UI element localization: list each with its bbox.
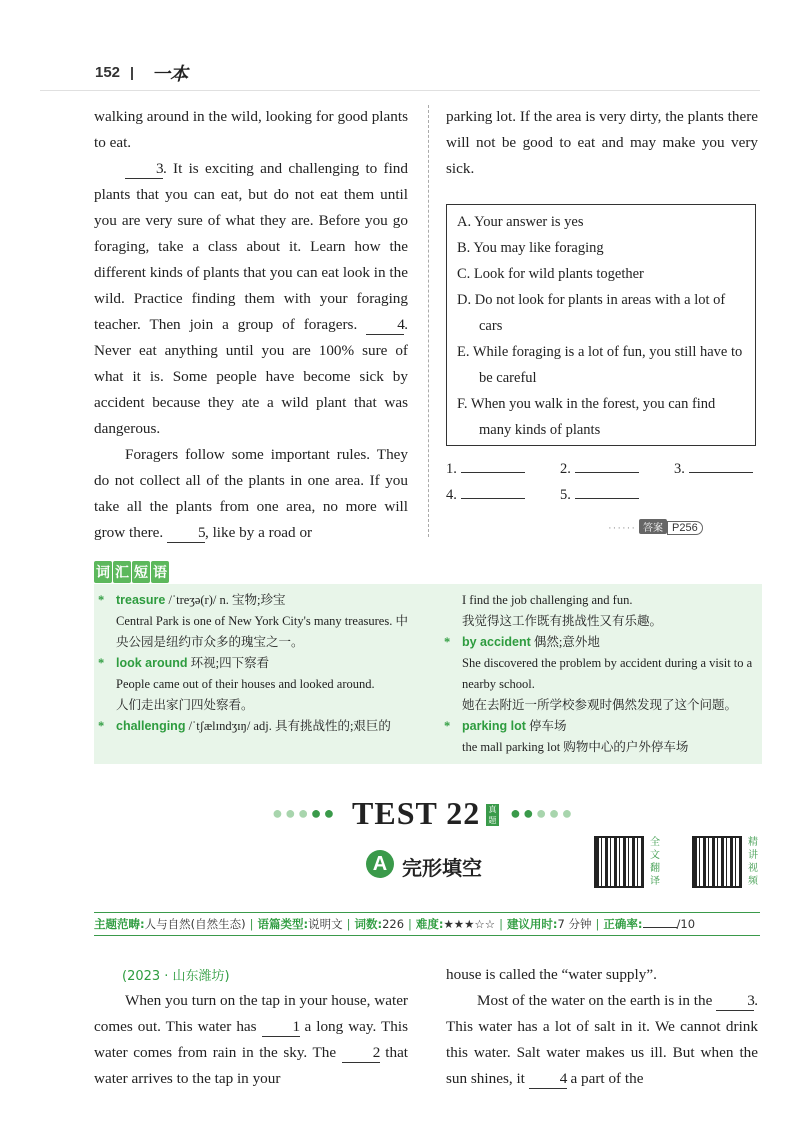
paragraph-text: Most of the water on the earth is in the [477, 992, 713, 1009]
answer-field-4[interactable] [461, 484, 525, 499]
info-key: 难度: [415, 917, 444, 931]
vocab-title-char: 语 [151, 561, 169, 583]
paragraph-text: , like by a road or [204, 524, 313, 541]
answer-label: 5. [560, 487, 571, 503]
accuracy-field[interactable] [643, 916, 677, 928]
vocab-example: the mall parking lot 购物中心的户外停车场 [462, 740, 689, 754]
paragraph: parking lot. If the area is very dirty, the plants there will not be good to eat and may make you very sick. [446, 108, 758, 177]
vocab-term: by accident [462, 635, 531, 649]
vocab-title [94, 561, 170, 583]
paragraph-text: . This water has a lot of salt in it. We cannot drink this water. Salt water makes us ill. But when the sun shines, it [446, 992, 758, 1087]
info-value: ★★★☆☆ [443, 917, 496, 931]
vocab-example: 她在去附近一所学校参观时偶然发现了这个问题。 [462, 698, 738, 712]
answer-row [560, 484, 639, 504]
column-divider [428, 105, 429, 537]
vocab-term: challenging [116, 719, 186, 733]
paragraph-text: that water arrives to the tap in your [94, 1044, 409, 1087]
passage2-right [446, 962, 758, 1092]
blank-2[interactable]: 2 [342, 1044, 380, 1063]
info-value: 7 分钟 [557, 917, 592, 931]
vocab-right: I find the job challenging and fun. 我觉得这工作既有挑战性又有乐趣。 * by accident 偶然;意外地 She discovered the problem by accident during a visit to a nearby school. 她在去附近一所学校参观时偶然发现了这个问题。 * parking lot 停车场 the mall parking lot 购物中心的户外停车场 [462, 590, 754, 758]
option-a: A. Your answer is yes [457, 214, 584, 230]
qr-code-translation[interactable] [594, 836, 644, 888]
vocab-def: /ˈtʃælɪndʒɪŋ/ adj. 具有挑战性的;艰巨的 [185, 719, 391, 733]
info-key: 主题范畴: [94, 917, 145, 931]
answer-page: P256 [667, 521, 703, 535]
brand-logo: 一本 [152, 64, 188, 85]
vocab-term: parking lot [462, 719, 526, 733]
answer-field-5[interactable] [575, 484, 639, 499]
paragraph-text: When you turn on the tap in your house, water comes out. This water has [94, 992, 408, 1035]
vocab-example: People came out of their houses and looked around. [116, 677, 375, 691]
vocab-def: 环视;四下察看 [187, 656, 270, 670]
paragraph-text: . It is exciting and challenging to find plants that you can eat, but do not eat them until you are very sure of what they are. Before you go foraging, take a class about it. Learn how the different kinds of plants that you can eat look in the wild. Practice finding them with your foraging teacher. Then join a group of foragers. [94, 160, 408, 333]
vocab-example: She discovered the problem by accident during a visit to a nearby school. [462, 656, 753, 691]
page-number: 152 [95, 64, 121, 81]
blank-1[interactable]: 1 [262, 1018, 300, 1037]
answer-row [560, 458, 639, 478]
qr-label: 全文翻译 [650, 837, 660, 887]
paragraph [94, 156, 408, 442]
paragraph: house is called the “water supply”. [446, 966, 657, 983]
option-d: D. Do not look for plants in areas with a lot of cars [457, 292, 726, 334]
test-badge: 真题 [486, 804, 499, 826]
answer-key-ref[interactable] [608, 519, 703, 535]
right-column [446, 104, 758, 182]
section-title: 完形填空 [402, 856, 482, 880]
paragraph [94, 988, 408, 1092]
vocab-def: 停车场 [525, 719, 567, 733]
vocab-term: look around [116, 656, 188, 670]
blank-3[interactable]: 3 [716, 992, 754, 1011]
header-separator [131, 67, 133, 80]
info-value: 226 [382, 917, 405, 931]
info-value: 说明文 [308, 917, 343, 931]
section-letter: A [366, 850, 394, 878]
answer-field-3[interactable] [689, 458, 753, 473]
decor-dots-left: ●●●●● [272, 803, 337, 823]
info-key: 建议用时: [506, 917, 558, 931]
blank-3[interactable]: 3 [125, 160, 163, 179]
answer-field-2[interactable] [575, 458, 639, 473]
answer-row [446, 484, 525, 504]
decor-dots-right: ●●●●● [510, 803, 575, 823]
option-b: B. You may like foraging [457, 240, 604, 256]
answer-label: 4. [446, 487, 457, 503]
qr-code-video[interactable] [692, 836, 742, 888]
test-title: TEST 22 [352, 795, 481, 831]
dots: ······ [608, 522, 636, 534]
answer-label: 1. [446, 461, 457, 477]
info-key: 词数: [354, 917, 383, 931]
option-f: F. When you walk in the forest, you can find many kinds of plants [457, 396, 716, 438]
vocab-example: 人们走出家门四处察看。 [116, 698, 254, 712]
blank-5[interactable]: 5 [167, 524, 205, 543]
left-column [94, 104, 408, 546]
paragraph [94, 442, 408, 546]
vocab-example: 我觉得这工作既有挑战性又有乐趣。 [462, 614, 663, 628]
vocab-def: 偶然;意外地 [530, 635, 600, 649]
answer-row [446, 458, 525, 478]
paragraph-text: . Never eat anything until you are 100% sure of what it is. Some people have become sick by accident because they ate a wild plant that was dangerous. [94, 316, 409, 437]
info-value: /10 [676, 917, 696, 931]
info-bar: 主题范畴:人与自然(自然生态) | 语篇类型:说明文 | 词数:226 | 难度:★★★☆☆ | 建议用时:7 分钟 | 正确率: /10 [94, 912, 760, 936]
source-label: (2023 · 山东潍坊) [122, 969, 230, 984]
option-e: E. While foraging is a lot of fun, you still have to be careful [457, 344, 743, 386]
vocab-def: /ˈtreʒə(r)/ n. 宝物;珍宝 [165, 593, 286, 607]
paragraph-text: a part of the [570, 1070, 644, 1087]
info-key: 语篇类型: [257, 917, 309, 931]
vocab-example: I find the job challenging and fun. [462, 593, 633, 607]
passage2-left [94, 988, 408, 1092]
answer-tag: 答案 [639, 519, 667, 534]
vocab-title-char: 词 [94, 561, 112, 583]
options-box [446, 204, 756, 446]
blank-4[interactable]: 4 [366, 316, 404, 335]
qr-label: 精讲视频 [748, 837, 758, 887]
answer-field-1[interactable] [461, 458, 525, 473]
paragraph-text: a long way. This water comes from rain in the sky. The [94, 1018, 408, 1061]
info-key: 正确率: [603, 917, 643, 931]
vocab-left: * treasure /ˈtreʒə(r)/ n. 宝物;珍宝 Central Park is one of New York City's many treasures. 中央公园是纽约市众多的瑰宝之一。 * look around 环视;四下察看 People came out of their houses and looked around. 人们走出家门四处察看。 * challenging /ˈtʃælɪndʒɪŋ/ adj. 具有挑战性的;艰巨的 [98, 593, 408, 733]
blank-4[interactable]: 4 [529, 1070, 567, 1089]
vocab-example: Central Park is one of New York City's many treasures. 中央公园是纽约市众多的瑰宝之一。 [116, 614, 408, 649]
answer-label: 2. [560, 461, 571, 477]
info-value: 人与自然(自然生态) [144, 917, 246, 931]
paragraph: walking around in the wild, looking for good plants to eat. [94, 108, 408, 151]
answer-row [674, 458, 753, 478]
option-c: C. Look for wild plants together [457, 266, 644, 282]
paragraph [446, 988, 758, 1092]
vocab-title-char: 汇 [113, 561, 131, 583]
answer-label: 3. [674, 461, 685, 477]
vocab-title-char: 短 [132, 561, 150, 583]
paragraph-text: Foragers follow some important rules. They do not collect all of the plants in one area. If you take all the plants from one area, no more will grow there. [94, 446, 408, 541]
vocab-term: treasure [116, 593, 166, 607]
header-rule [40, 90, 760, 91]
